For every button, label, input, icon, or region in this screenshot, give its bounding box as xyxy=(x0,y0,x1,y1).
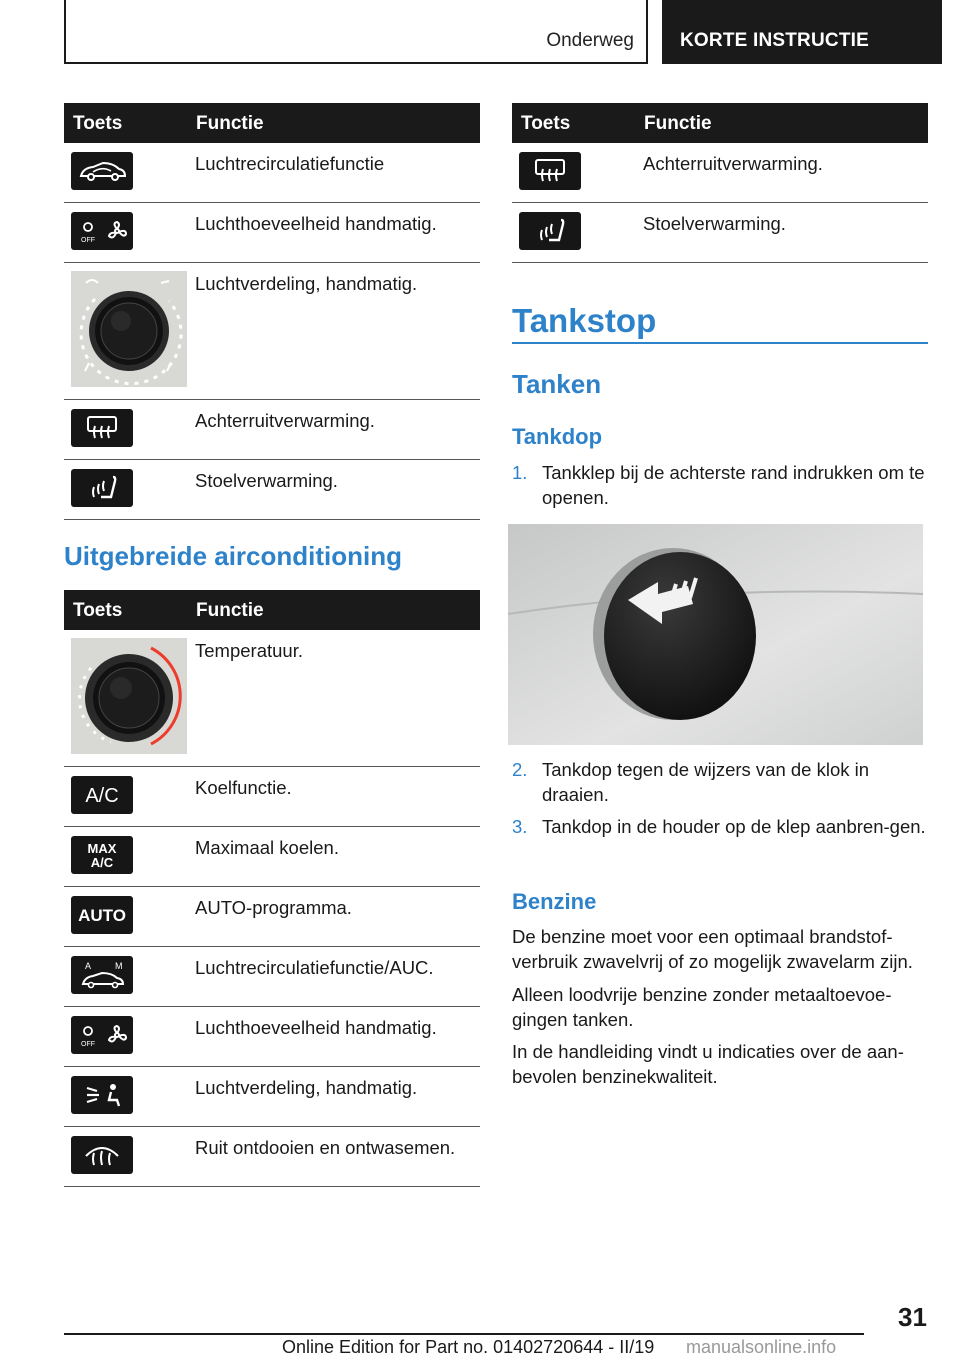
table-row xyxy=(64,143,480,203)
table-row xyxy=(64,263,480,400)
windshield-defrost-icon xyxy=(71,1136,133,1174)
key-function-table-3 xyxy=(512,103,928,263)
seat-heating-icon xyxy=(519,212,581,250)
fan-off-icon xyxy=(71,212,133,250)
air-distribution-dial-icon[interactable] xyxy=(71,271,187,387)
auto-button-icon xyxy=(71,896,133,934)
ac-label: A/C xyxy=(90,855,114,870)
table-row xyxy=(64,400,480,460)
table-header xyxy=(512,103,928,143)
row-text: Luchtverdeling, handmatig. xyxy=(195,1077,418,1098)
step-1 xyxy=(512,460,932,512)
ac-label: A/C xyxy=(85,785,119,807)
table-row xyxy=(64,947,480,1007)
auto-label: AUTO xyxy=(78,906,126,925)
table-row xyxy=(64,1067,480,1127)
row-text: Luchtverdeling, handmatig. xyxy=(195,273,418,294)
step-3 xyxy=(512,814,932,866)
row-text: Ruit ontdooien en ontwasemen. xyxy=(195,1137,456,1158)
col-header-key: Toets xyxy=(521,113,571,134)
paragraph: In de handleiding vindt u indicaties over de aan-bevolen benzinekwaliteit. xyxy=(512,1041,904,1087)
heading-tankdop: Tankdop xyxy=(512,424,603,449)
header-section-label: Onderweg xyxy=(546,30,634,51)
seat-heating-icon xyxy=(71,469,133,507)
svg-text:OFF: OFF xyxy=(81,237,95,244)
page-number: 31 xyxy=(898,1302,927,1332)
section-heading-extended-ac: Uitgebreide airconditioning xyxy=(64,541,403,571)
fuel-flap-photo xyxy=(508,524,923,745)
row-text: Stoelverwarming. xyxy=(643,213,786,234)
step-number: 1. xyxy=(512,462,528,483)
paragraph: Alleen loodvrije benzine zonder metaaltoevoe-gingen tanken. xyxy=(512,984,892,1030)
header-section-box xyxy=(64,0,648,64)
table-row xyxy=(64,887,480,947)
auc-m-label: M xyxy=(115,961,123,971)
svg-text:OFF: OFF xyxy=(81,1041,95,1048)
rear-defrost-icon xyxy=(71,409,133,447)
footer-divider xyxy=(64,1333,864,1335)
paragraph: De benzine moet voor een optimaal brandstof-verbruik zwavelvrij of zo mogelijk zwavelarm zijn. xyxy=(512,926,913,972)
chapter-title: Tankstop xyxy=(512,302,657,339)
table-row xyxy=(64,827,480,887)
max-label: MAX xyxy=(87,841,117,856)
col-header-function: Functie xyxy=(196,113,264,134)
max-ac-button-icon xyxy=(71,836,133,874)
title-rule xyxy=(512,342,928,344)
temperature-dial-icon[interactable] xyxy=(71,638,187,754)
row-text: Luchthoeveelheid handmatig. xyxy=(195,1017,437,1038)
rear-defrost-icon xyxy=(519,152,581,190)
col-header-function: Functie xyxy=(196,600,264,621)
table-row xyxy=(64,460,480,520)
table-row xyxy=(512,203,928,263)
edition-text: Online Edition for Part no. 01402720644 - II/19 xyxy=(282,1337,655,1357)
heading-tanken: Tanken xyxy=(512,369,602,399)
col-header-function: Functie xyxy=(644,113,712,134)
table-row xyxy=(64,630,480,767)
step-text: Tankdop tegen de wijzers van de klok in draaien. xyxy=(542,759,870,805)
header-chapter-label: KORTE INSTRUCTIE xyxy=(680,30,869,51)
car-recirculation-icon xyxy=(71,152,133,190)
watermark: manualsonline.info xyxy=(686,1337,837,1357)
key-function-table-2 xyxy=(64,590,480,1187)
step-text: Tankdop in de houder op de klep aanbren-gen. xyxy=(542,816,926,837)
col-header-key: Toets xyxy=(73,113,123,134)
table-row xyxy=(64,767,480,827)
auc-recirculation-icon xyxy=(71,956,133,994)
col-header-key: Toets xyxy=(73,600,123,621)
row-text: Luchtrecirculatiefunctie xyxy=(195,153,385,174)
row-text: Koelfunctie. xyxy=(195,777,292,798)
step-text: Tankklep bij de achterste rand indrukken om te openen. xyxy=(542,462,925,508)
table-row xyxy=(64,203,480,263)
table-header xyxy=(64,103,480,143)
table-row xyxy=(512,143,928,203)
auc-a-label: A xyxy=(85,961,92,971)
ac-button-icon xyxy=(71,776,133,814)
table-header xyxy=(64,590,480,630)
row-text: Maximaal koelen. xyxy=(195,837,339,858)
row-text: Achterruitverwarming. xyxy=(643,153,823,174)
row-text: Luchthoeveelheid handmatig. xyxy=(195,213,437,234)
row-text: Achterruitverwarming. xyxy=(195,410,375,431)
row-text: Stoelverwarming. xyxy=(195,470,338,491)
row-text: Luchtrecirculatiefunctie/AUC. xyxy=(195,957,434,978)
header-chapter-box xyxy=(662,0,942,64)
row-text: AUTO-programma. xyxy=(195,897,352,918)
fan-off-icon xyxy=(71,1016,133,1054)
step-2 xyxy=(512,757,932,809)
row-text: Temperatuur. xyxy=(195,640,303,661)
table-row xyxy=(64,1007,480,1067)
table-row xyxy=(64,1127,480,1187)
heading-benzine: Benzine xyxy=(512,889,597,914)
step-number: 2. xyxy=(512,759,528,780)
air-distribution-icon xyxy=(71,1076,133,1114)
key-function-table-1 xyxy=(64,103,480,520)
step-number: 3. xyxy=(512,816,528,837)
